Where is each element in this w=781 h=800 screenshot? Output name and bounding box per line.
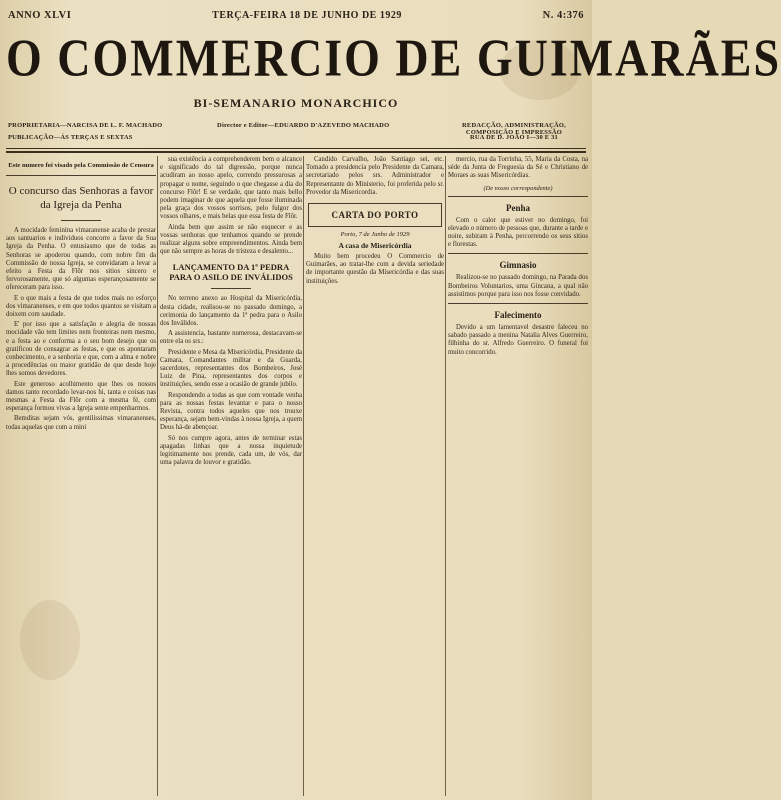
article-paragraph: Ainda bem que assim se não esquecer e as vossas senhoras que tenhamos quando se prende realizar alguns sobre empreendimentos. Ainda bem que não sempre as horas de tristeza e desalento...	[160, 223, 302, 256]
section-divider	[448, 303, 588, 304]
director-label: Director e Editor—EDUARDO D'AZEVEDO MACHADO	[217, 122, 390, 129]
article-subhead: A casa de Misericórdia	[338, 241, 412, 251]
column-1	[6, 156, 156, 796]
section-divider	[448, 196, 588, 197]
article-paragraph: Só nos cumpre agora, antes de terminar estas apagadas linhas que a nossa inquietude legitimamente nos prende, cada um, de vós, dar uma palavra de louvor e gratidão.	[160, 434, 302, 467]
headline-divider	[61, 220, 101, 221]
article-paragraph: A mocidade feminina vimaranense acaba de prestar aos santuarios e individuos concorre a favor da Sua Igreja da Penha. O entusiasmo que de todas as Senhoras se apoderou quando, com nobre fim da Commissão de nossa Igreja, se convidaram a levar a efeito a Festa da Flôr nos sitios sincero e fervorosamente, que só algumas esperançosamente se ofereceram para isso.	[6, 227, 156, 292]
proprietor-label: PROPRIETARIA—NARCISA DE L. F. MACHADO	[8, 122, 163, 129]
column-2	[160, 156, 302, 796]
masthead-rule	[6, 148, 586, 149]
column-divider	[303, 156, 304, 796]
article-paragraph: mercio, rua da Torrinha, 55, Maria da Costa, na séde da Junta de Freguesia da Sé e Christiano de Moraes as suas Misericórdias.	[448, 156, 588, 180]
masthead-rule	[6, 151, 586, 153]
article-paragraph: No terreno anexo ao Hospital da Misericórdia, desta cidade, realisou-se no passado domingo, a cerimonia do lançamento da 1ª pedra para o Asilo dos Inválidos.	[160, 295, 302, 328]
article-paragraph: E' por isso que a satisfação e alegria de nossas mocidade vão tem limites nem fronteiras nem mesmo, e a festa ao e conforma a o seu bom desejo que os gratificou de consagrar as festas, e que os apontaram conhecimento, e a senhoria e que, com a alma e nobre a procedências ou maior gratidão de que desde hoje lhes somos devedores.	[6, 321, 156, 378]
masthead-top-row	[8, 6, 584, 24]
column-divider	[445, 156, 446, 796]
section-title-gimnasio: Gimnasio	[499, 260, 537, 271]
year-label: ANNO XLVI	[8, 9, 72, 21]
article-paragraph: Devido a um lamentavel desastre faleceu no sabado passado a menina Natalia Alves Guerreiro, filhinha do sr. Alfredo Guerreiro. O funeral foi muito concorrido.	[448, 324, 588, 356]
asylum-headline: LANÇAMENTO DA 1ª PEDRA PARA O ASILO DE INVÁLIDOS	[169, 262, 293, 283]
article-paragraph: Realizou-se no passado domingo, na Parada dos Bombeiros Voluntarios, uma Gincana, a qual não assistimos porque para isso nos fosse convidado.	[448, 274, 588, 298]
admin-label: REDACÇÃO, ADMINISTRAÇÃO, COMPOSIÇÃO E IMPRESSÃO	[462, 122, 566, 136]
article-paragraph: Bemditas sejam vós, gentilissimas vimaranenses, todas aquelas que com a mini	[6, 415, 156, 431]
newspaper-subtitle: BI-SEMANARIO MONARCHICO	[193, 96, 399, 110]
porto-letter-heading: CARTA DO PORTO	[308, 203, 442, 227]
censorship-notice: Este numero foi visado pela Commissão de Censura	[6, 156, 156, 176]
section-divider	[448, 253, 588, 254]
column-3	[306, 156, 444, 796]
newspaper-title: O COMMERCIO DE GUIMARÃES	[6, 28, 781, 87]
article-paragraph: Candido Carvalho, João Santiago sei, etc. Tomado a presidencia pelo Presidente da Camara, secretariado pelos srs. Administrador e Representante do Ministerio, foi proferida pelo sr. Provedor da Misericordia.	[306, 156, 444, 196]
headline-divider	[211, 288, 251, 289]
article-paragraph: sua existência a comprehenderem bem o alcance e significado do tal digressão, porque nunca acudiram ao nosso apelo, correndo pressurosas a propagar o nome, seguindo o que chegasse a dia do concurso Flôr! E se verdade, que tanto mais bello podem imaginar de que aquela que fosse iluminada pela graça dos vossos sorrisos, pelo fulgor dos vossos olhares, e mais belas que essa festa de Flôr.	[160, 156, 302, 221]
publication-label: PUBLICAÇÃO—ÁS TERÇAS E SEXTAS	[8, 134, 133, 141]
dateline: Porto, 7 de Junho de 1929	[340, 231, 410, 239]
article-paragraph: Com o calor que estiver no domingo, foi elevado o número de pessoas que, durante a tarde e noite, subiram à Penha, percorrendo os seus sitios e florestas.	[448, 216, 588, 249]
article-paragraph: E o que mais a festa de que todos mais no esforço dos vimaranenses, e em que todos quantos se visitam a doixem com saudade.	[6, 294, 156, 319]
issue-number: N. 4:376	[542, 9, 584, 21]
section-title-penha: Penha	[505, 202, 530, 213]
section-title-falecimento: Falecimento	[494, 310, 542, 321]
column-divider	[157, 156, 158, 796]
address-label: RUA DE D. JOÃO I—30 E 31	[469, 134, 559, 141]
article-paragraph: Respondendo a todas as que com vontade venha para as nossas festas levantar e para o nosso Revista, contra todos aqueles que nos trouxe esperança, sejam bem-vindas à nossa Igreja, a quem Deus há-de abençoar.	[160, 391, 302, 432]
column-4	[448, 156, 588, 796]
issue-date: TERÇA-FEIRA 18 DE JUNHO DE 1929	[212, 9, 402, 21]
article-paragraph: Presidente e Mesa da Misericórdia, Presidente da Camara, Comandantes militar e da Guarda, sacerdotes, representantes dos Bombeiros, José Luiz de Pina, representantes dos corpos e instituições, sendo esse a ocasião de grande jubilo.	[160, 348, 302, 389]
article-paragraph: A assistencia, bastante numerosa, destacavam-se entre ela os srs.:	[160, 330, 302, 346]
article-paragraph: Este generoso acolhimento que lhes os nossos damos tanto recordado levar-nos hi, tanta e coisas nas mesmas a Festa da Flôr com a mesma fé, com esperança formou vivas a Igreja sente empenharmos.	[6, 380, 156, 413]
article-paragraph: Muito bem procedeu O Commercio de Guimarães, ao tratar-lhe com a devida seriedade de importante questão da Misericórdia e das suas instituições.	[306, 253, 444, 285]
article-headline: O concurso das Senhoras a favor da Igreja da Penha	[8, 185, 154, 211]
masthead-info-row-2	[8, 134, 584, 141]
correspondent-note: (De nosso correspondente)	[483, 184, 553, 192]
